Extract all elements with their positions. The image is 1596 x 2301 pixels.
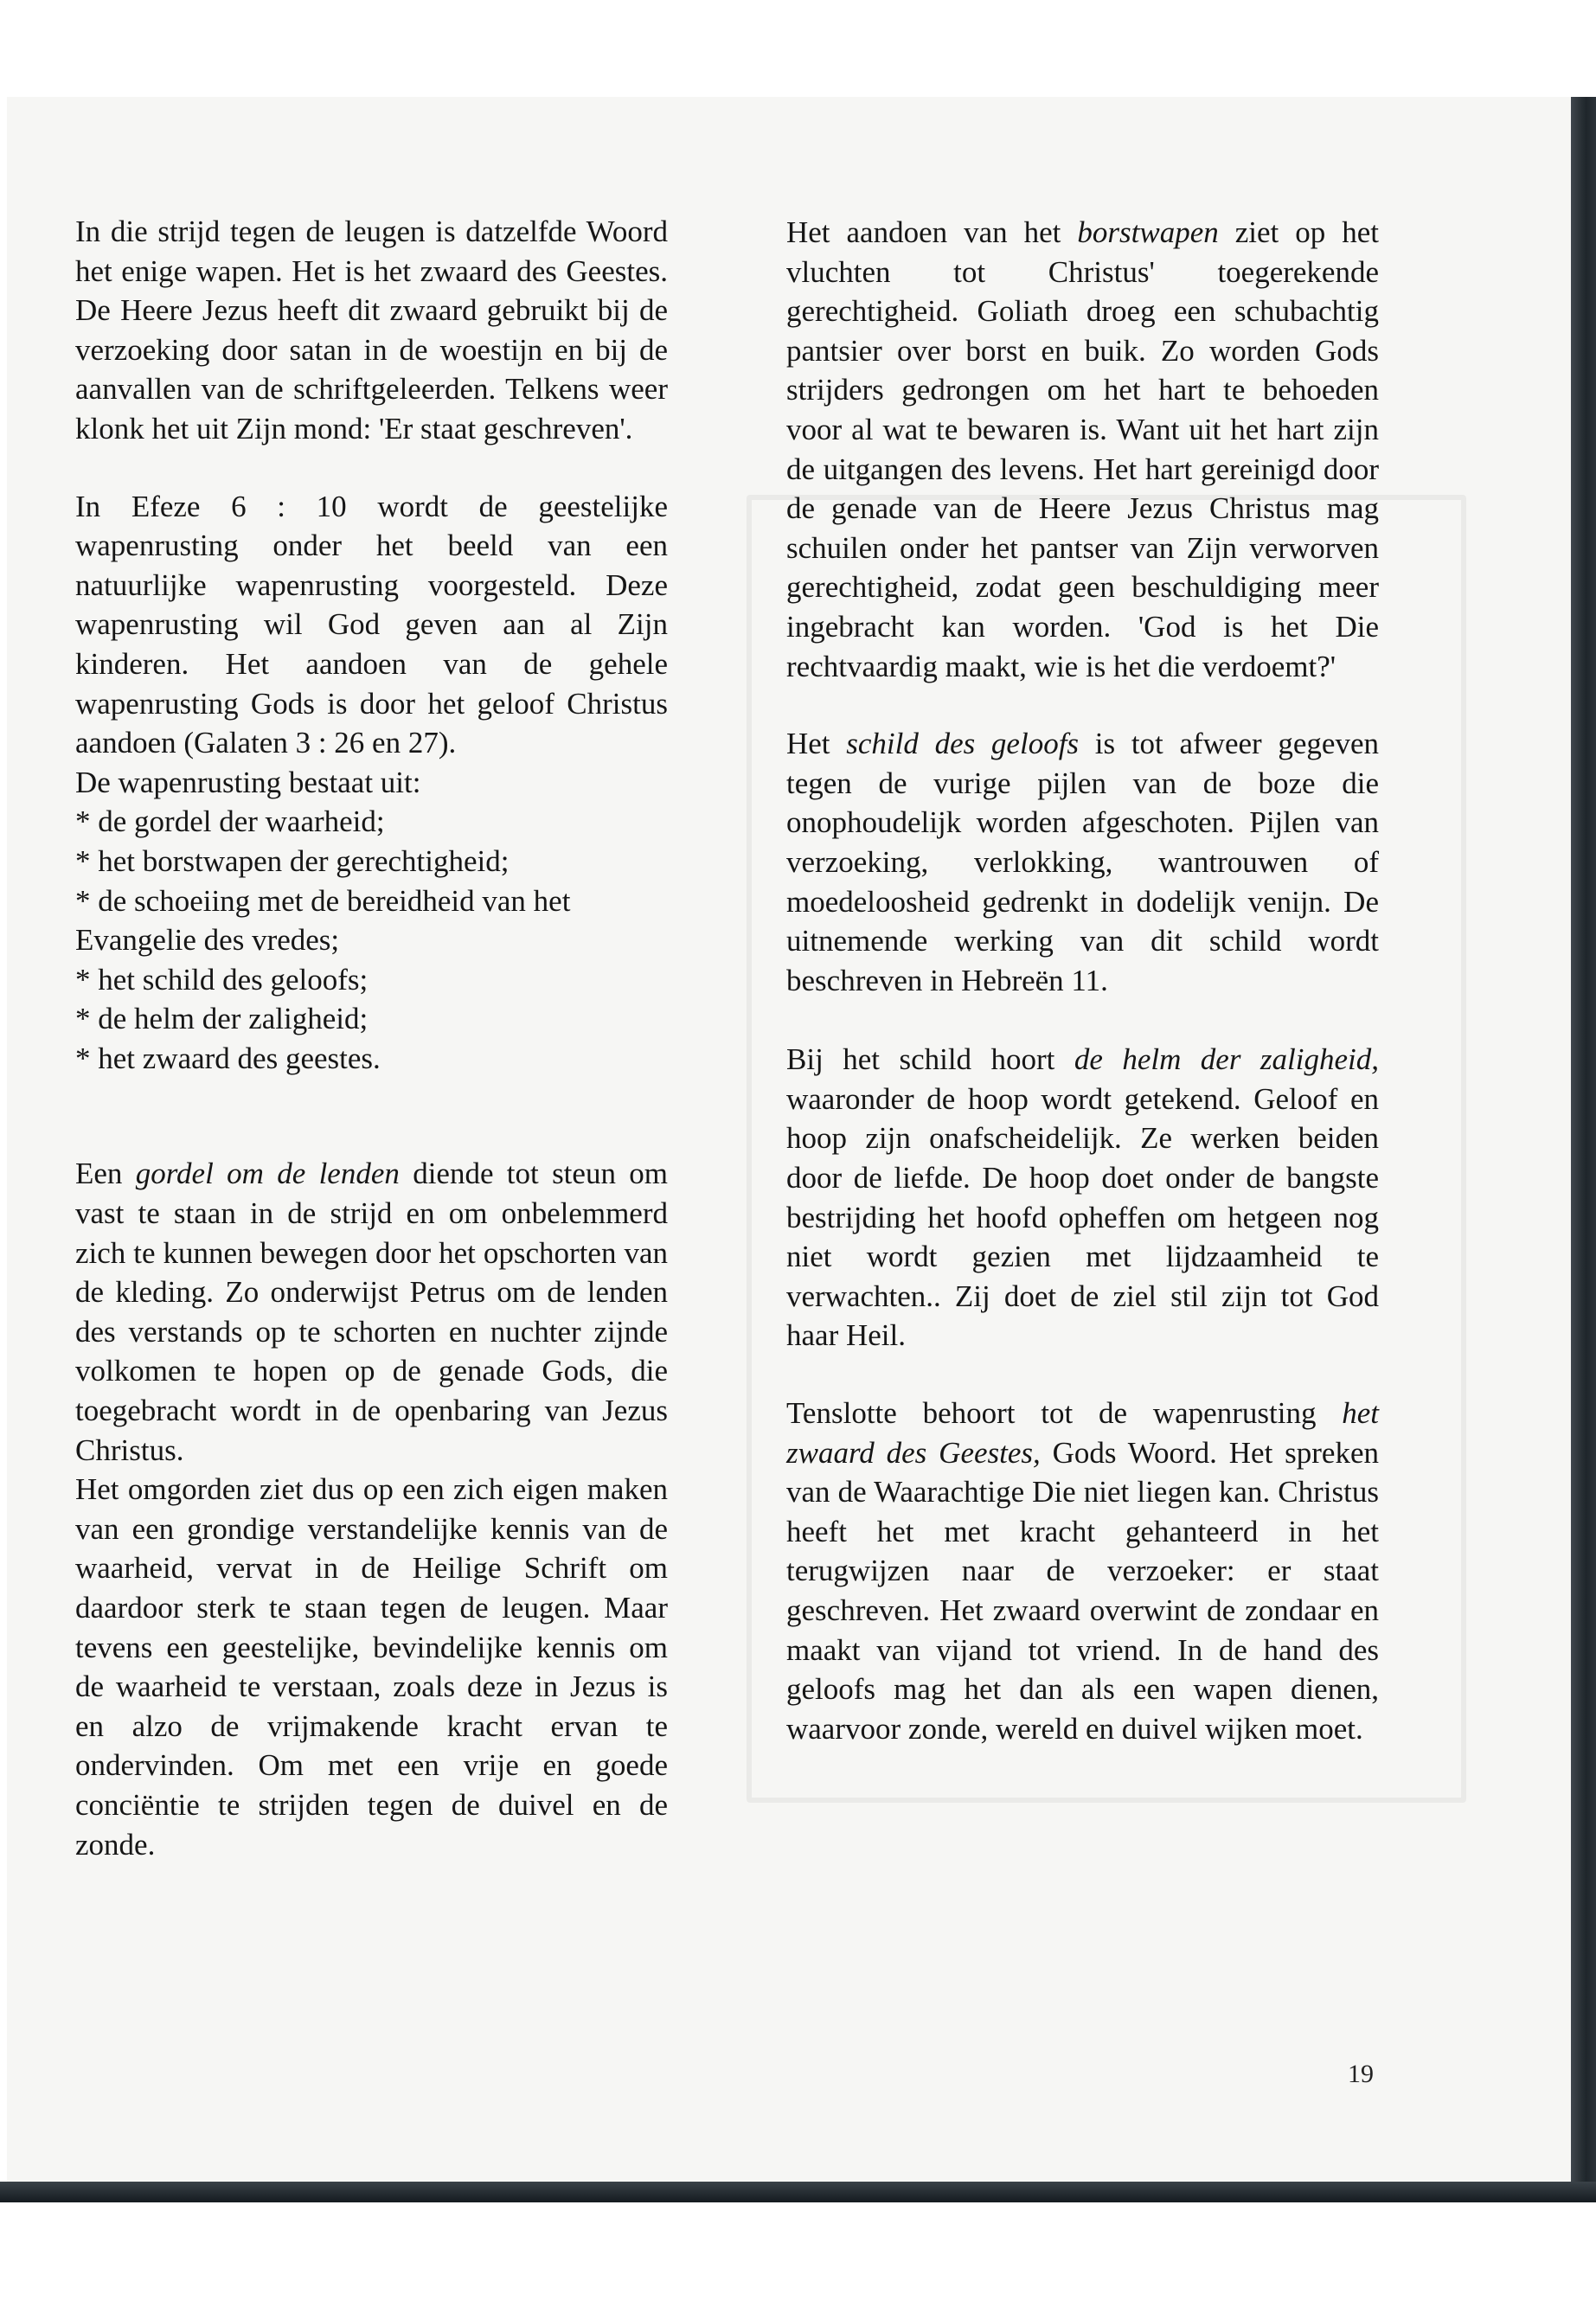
armor-list xyxy=(75,802,668,1078)
emphasis: het zwaard des Geestes, xyxy=(786,1396,1379,1470)
list-item: * het zwaard des geestes. xyxy=(75,1041,381,1075)
book-cover-edge-right xyxy=(1571,97,1596,2201)
paragraph-helm: Bij het schild hoort de helm der zaligheid, waaronder de hoop wordt getekend. Geloof en hoop zijn onafscheidelijk. Ze werken beiden door de liefde. De hoop doet onder de bangste bestrijding het hoofd opheffen om hetgeen nog niet wordt gezien met lijdzaamheid te verwachten.. Zij doet de ziel stil zijn tot God haar Heil. xyxy=(786,1042,1379,1353)
list-item: * de gordel der waarheid; xyxy=(75,804,385,839)
paragraph-zwaard: Tenslotte behoort tot de wapenrusting het zwaard des Geestes, Gods Woord. Het spreken van de Waarachtige Die niet liegen kan. Christus heeft het met kracht gehanteerd in het terugwijzen naar de verzoeker: er staat geschreven. Het zwaard overwint de zondaar en maakt van vijand tot vriend. In de hand des geloofs mag het dan als een wapen dienen, waarvoor zonde, wereld en duivel wijken moet. xyxy=(786,1396,1379,1746)
paragraph-schild: Het schild des geloofs is tot afweer gegeven tegen de vurige pijlen van de boze die onophoudelijk worden afgeschoten. Pijlen van verzoeking, verlokking, wantrouwen of moedeloosheid gedrenkt in dodelijk venijn. De uitnemende werking van dit schild wordt beschreven in Hebreën 11. xyxy=(786,727,1379,997)
page-number: 19 xyxy=(1348,2060,1374,2088)
emphasis: schild des geloofs xyxy=(846,727,1080,761)
emphasis: de helm der zaligheid, xyxy=(1074,1042,1379,1077)
list-item: * het schild des geloofs; xyxy=(75,962,369,997)
list-intro: De wapenrusting bestaat uit: xyxy=(75,765,421,799)
paragraph-omgorden: Het omgorden ziet dus op een zich eigen maken van een grondige verstandelijke kennis van de waarheid, vervat in de Heilige Schrift om daardoor sterk te staan tegen de leugen. Maar tevens een geestelijke, bevindelijke kennis om de waarheid te verstaan, zoals deze in Jezus is en alzo de vrijmakende kracht ervan te ondervinden. Om met een vrije en goede conciëntie te strijden tegen de duivel en de zonde. xyxy=(75,1472,668,1862)
right-column xyxy=(786,213,1379,1748)
paragraph-sword-of-spirit: In die strijd tegen de leugen is datzelfde Woord het enige wapen. Het is het zwaard des Geestes. De Heere Jezus heeft dit zwaard gebruikt bij de verzoeking door satan in de woestijn en bij de aanvallen van de schriftgeleerden. Telkens weer klonk het uit Zijn mond: 'Er staat geschreven'. xyxy=(75,215,668,445)
scan-margin-top xyxy=(0,0,1596,97)
book-cover-edge-bottom xyxy=(0,2182,1596,2202)
emphasis: gordel om de lenden xyxy=(135,1157,400,1191)
left-column xyxy=(75,212,668,1864)
paragraph-efeze: In Efeze 6 : 10 wordt de geestelijke wapenrusting onder het beeld van een natuurlijke wapenrusting voorgesteld. Deze wapenrusting wil God geven aan al Zijn kinderen. Het aandoen van de gehele wapenrusting Gods is door het geloof Christus aandoen (Galaten 3 : 26 en 27). xyxy=(75,489,668,760)
paragraph-borstwapen: Het aandoen van het borstwapen ziet op het vluchten tot Christus' toegerekende gerechtigheid. Goliath droeg een schubachtig pantsier over borst en buik. Zo worden Gods strijders gedrongen om het hart te behoeden voor al wat te bewaren is. Want uit het hart zijn de uitgangen des levens. Het hart gereinigd door de genade van de Heere Jezus Christus mag schuilen onder het pantser van Zijn verworven gerechtigheid, zodat geen beschuldiging meer ingebracht kan worden. 'God is het Die rechtvaardig maakt, wie is het die verdoemt?' xyxy=(786,215,1379,683)
list-item: * de helm der zaligheid; xyxy=(75,1002,369,1036)
scan-margin-bottom xyxy=(0,2202,1596,2301)
paragraph-gordel: Een gordel om de lenden diende tot steun om vast te staan in de strijd en om onbelemmerd zich te kunnen bewegen door het opschorten van de kleding. Zo onderwijst Petrus om de lenden des verstands op te schorten en nuchter zijnde volkomen te hopen op de genade Gods, die toegebracht wordt in de openbaring van Jezus Christus. xyxy=(75,1157,668,1467)
list-item: * het borstwapen der gerechtigheid; xyxy=(75,843,510,878)
emphasis: borstwapen xyxy=(1077,215,1219,249)
list-item: * de schoeiing met de bereidheid van het Evangelie des vredes; xyxy=(75,883,571,958)
